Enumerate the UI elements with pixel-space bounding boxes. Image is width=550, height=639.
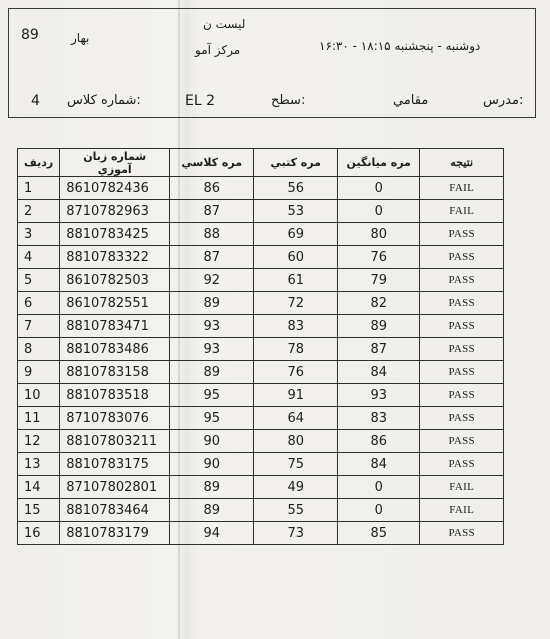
col-header-mid: مره ميانگين [338,149,420,177]
cell-student-id: 8810783518 [60,384,170,407]
cell-student-id: 8810783425 [60,223,170,246]
cell-result: PASS [420,430,504,453]
cell-average-score: 0 [338,200,420,223]
cell-class-score: 90 [170,430,254,453]
cell-student-id: 88107803211 [60,430,170,453]
cell-result: FAIL [420,499,504,522]
cell-row: 14 [18,476,60,499]
center-name: مرکز آمو [195,43,241,57]
cell-written-score: 69 [254,223,338,246]
cell-average-score: 76 [338,246,420,269]
cell-class-score: 90 [170,453,254,476]
cell-average-score: 80 [338,223,420,246]
table-row [18,407,504,430]
cell-row: 15 [18,499,60,522]
cell-result: PASS [420,292,504,315]
cell-written-score: 60 [254,246,338,269]
cell-result: PASS [420,384,504,407]
table-header-row [18,149,504,177]
cell-class-score: 94 [170,522,254,545]
cell-class-score: 95 [170,407,254,430]
level-value: EL 2 [185,93,216,109]
cell-written-score: 73 [254,522,338,545]
cell-student-id: 8810783464 [60,499,170,522]
cell-written-score: 76 [254,361,338,384]
table-row [18,499,504,522]
cell-student-id: 8810783486 [60,338,170,361]
table-row [18,223,504,246]
cell-class-score: 95 [170,384,254,407]
col-header-class: مره كلاسي [170,149,254,177]
cell-class-score: 89 [170,292,254,315]
cell-student-id: 8610782503 [60,269,170,292]
cell-class-score: 93 [170,338,254,361]
cell-student-id: 8710782963 [60,200,170,223]
cell-row: 13 [18,453,60,476]
cell-student-id: 8810783471 [60,315,170,338]
sheet-number: 89 [21,27,39,43]
cell-student-id: 87107802801 [60,476,170,499]
cell-class-score: 92 [170,269,254,292]
cell-row: 11 [18,407,60,430]
col-header-written: مره كتبي [254,149,338,177]
table-row [18,476,504,499]
cell-result: PASS [420,407,504,430]
header-box [8,8,536,118]
teacher-value: مقامي [393,93,429,108]
cell-result: PASS [420,338,504,361]
cell-result: PASS [420,315,504,338]
col-header-result: نتيجه [420,149,504,177]
cell-average-score: 89 [338,315,420,338]
table-row [18,430,504,453]
cell-student-id: 8810783322 [60,246,170,269]
table-row [18,200,504,223]
class-number-value: 4 [31,93,40,109]
cell-row: 9 [18,361,60,384]
cell-written-score: 75 [254,453,338,476]
cell-row: 3 [18,223,60,246]
cell-student-id: 8610782436 [60,177,170,200]
schedule: دوشنبه - پنجشنبه ۱۸:۱۵ - ۱۶:۳۰ [319,39,481,53]
table-row [18,522,504,545]
cell-average-score: 85 [338,522,420,545]
cell-result: PASS [420,522,504,545]
cell-written-score: 78 [254,338,338,361]
cell-written-score: 56 [254,177,338,200]
cell-result: PASS [420,361,504,384]
cell-average-score: 84 [338,361,420,384]
cell-student-id: 8610782551 [60,292,170,315]
cell-average-score: 0 [338,476,420,499]
cell-written-score: 55 [254,499,338,522]
table-row [18,292,504,315]
cell-result: PASS [420,269,504,292]
cell-result: FAIL [420,200,504,223]
col-header-id: شماره زبان آموزي [60,149,170,177]
cell-written-score: 53 [254,200,338,223]
table-row [18,338,504,361]
cell-student-id: 8810783175 [60,453,170,476]
class-number-label: شماره كلاس: [67,93,141,108]
cell-result: FAIL [420,177,504,200]
list-title: ليست ن [203,17,246,31]
cell-row: 1 [18,177,60,200]
table-row [18,453,504,476]
cell-result: PASS [420,246,504,269]
table-row [18,246,504,269]
cell-average-score: 87 [338,338,420,361]
cell-written-score: 83 [254,315,338,338]
cell-average-score: 93 [338,384,420,407]
level-label: سطح: [271,93,306,108]
cell-row: 7 [18,315,60,338]
cell-class-score: 88 [170,223,254,246]
cell-average-score: 0 [338,499,420,522]
cell-student-id: 8810783179 [60,522,170,545]
cell-average-score: 79 [338,269,420,292]
cell-class-score: 87 [170,200,254,223]
cell-average-score: 82 [338,292,420,315]
cell-row: 6 [18,292,60,315]
cell-student-id: 8710783076 [60,407,170,430]
table-row [18,384,504,407]
cell-row: 5 [18,269,60,292]
cell-row: 2 [18,200,60,223]
cell-class-score: 93 [170,315,254,338]
cell-class-score: 89 [170,361,254,384]
grades-table [17,148,504,545]
cell-class-score: 89 [170,476,254,499]
cell-written-score: 49 [254,476,338,499]
cell-average-score: 84 [338,453,420,476]
cell-row: 12 [18,430,60,453]
cell-result: PASS [420,223,504,246]
cell-written-score: 72 [254,292,338,315]
cell-average-score: 0 [338,177,420,200]
cell-written-score: 64 [254,407,338,430]
cell-row: 4 [18,246,60,269]
cell-average-score: 83 [338,407,420,430]
teacher-label: مدرس: [483,93,524,108]
table-row [18,177,504,200]
col-header-row: رديف [18,149,60,177]
table-row [18,361,504,384]
cell-written-score: 61 [254,269,338,292]
cell-written-score: 91 [254,384,338,407]
cell-student-id: 8810783158 [60,361,170,384]
cell-class-score: 89 [170,499,254,522]
cell-row: 8 [18,338,60,361]
cell-row: 16 [18,522,60,545]
season: بهار [71,31,90,45]
cell-row: 10 [18,384,60,407]
table-row [18,269,504,292]
cell-result: FAIL [420,476,504,499]
cell-written-score: 80 [254,430,338,453]
cell-result: PASS [420,453,504,476]
table-row [18,315,504,338]
cell-average-score: 86 [338,430,420,453]
cell-class-score: 87 [170,246,254,269]
cell-class-score: 86 [170,177,254,200]
